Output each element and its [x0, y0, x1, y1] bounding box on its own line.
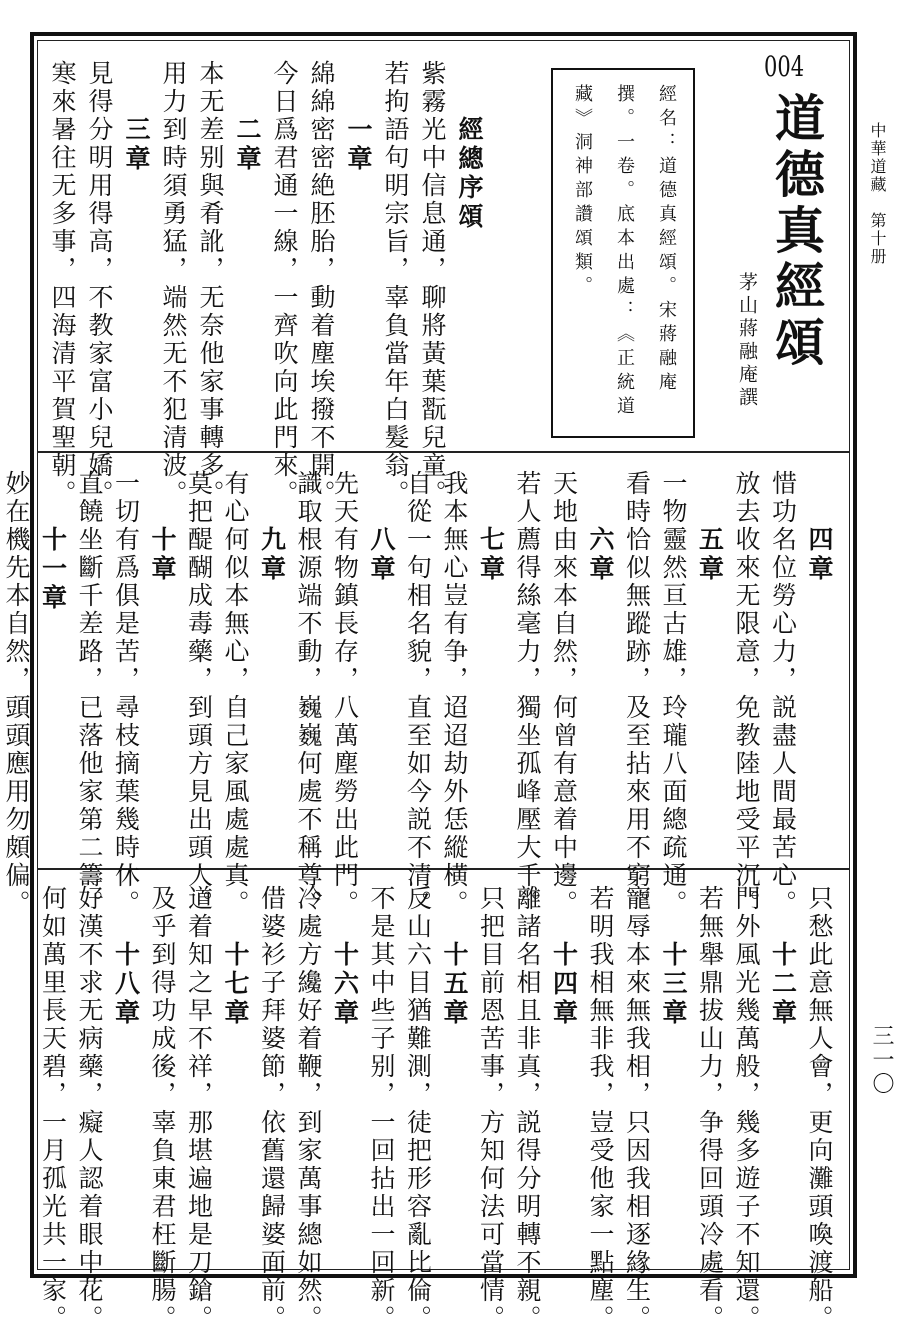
verse-line: 只把目前恩苦事，方知何法可當情。 — [476, 885, 506, 1333]
verse-line: 有心何似本無心，自己家風處處真。 — [221, 470, 250, 918]
verse-line: 冷處方纔好着鞭，到家萬事總如然。 — [294, 885, 323, 1333]
chapter-heading: 十二章 — [768, 941, 798, 1028]
verse-line: 只愁此意無人會，更向灘頭喚渡船。 — [805, 885, 834, 1333]
note-line: 撰。一卷。底本出處：《正統道 — [614, 84, 635, 420]
chapter-heading: 四章 — [805, 526, 834, 584]
verse-line: 放去收來无限意，免教陸地受平沉。 — [732, 470, 761, 918]
verse-line: 莫把醍醐成毒藥，到頭方見出頭人。 — [184, 470, 214, 918]
verse-line: 識取根源端不動，巍巍何處不稱尊。 — [294, 470, 323, 918]
chapter-heading: 七章 — [476, 526, 506, 584]
chapter-heading: 十章 — [148, 526, 177, 584]
verse-line: 好漢不求无病藥，癡人認着眼中花。 — [75, 885, 104, 1333]
verse-line: 及乎到得功成後，辜負東君枉斷腸。 — [148, 885, 177, 1333]
page-number: 三一〇 — [869, 1024, 894, 1096]
verse-line: 一物靈然亘古雄，玲瓏八面總疏通。 — [659, 470, 688, 918]
chapter-heading: 經總序頌 — [455, 116, 484, 232]
verse-line: 若明我相無非我，豈受他家一點塵。 — [586, 885, 615, 1333]
verse-line: 看時恰似無蹤跡，及至拈來用不窮。 — [622, 470, 652, 918]
verse-line: 不是其中些子别，一回拈出一回新。 — [367, 885, 396, 1333]
chapter-heading: 八章 — [367, 526, 396, 584]
verse-line: 今日爲君通一線，一齊吹向此門來。 — [270, 60, 299, 508]
verse-line: 我本無心豈有争，迢迢劫外恁縱横。 — [440, 470, 469, 918]
chapter-heading: 十一章 — [38, 526, 68, 613]
verse-line: 自從一句相名貌，直至如今説不清。 — [403, 470, 433, 918]
verse-line: 綿綿密密絶胚胎，動着塵埃撥不開。 — [307, 60, 336, 508]
chapter-heading: 十五章 — [440, 941, 469, 1028]
verse-line: 若人薦得絲毫力，獨坐孤峰壓大千。 — [513, 470, 542, 918]
page-title: 道德真經頌 — [767, 92, 825, 372]
verse-line: 直饒坐斷千差路，已落他家第二籌。 — [75, 470, 104, 918]
chapter-heading: 十八章 — [111, 941, 141, 1028]
verse-line: 若拘語句明宗旨，辜負當年白髮翁。 — [381, 60, 410, 508]
chapter-heading: 九章 — [257, 526, 287, 584]
chapter-heading: 一章 — [344, 116, 373, 174]
chapter-heading: 十四章 — [549, 941, 579, 1028]
text-number: 004 — [764, 50, 805, 83]
verse-line: 紫霧光中信息通，聊將黃葉翫兒童。 — [418, 60, 447, 508]
chapter-heading: 十七章 — [221, 941, 250, 1028]
editorial-note-box — [551, 68, 695, 438]
verse-line: 一切有爲俱是苦，尋枝摘葉幾時休。 — [111, 470, 141, 918]
chapter-heading: 三章 — [122, 116, 151, 174]
verse-line: 何如萬里長天碧，一月孤光共一家。 — [38, 885, 68, 1333]
chapter-heading: 六章 — [586, 526, 615, 584]
note-line: 藏》洞神部讚頌類。 — [572, 84, 593, 300]
author-line: 茅山蔣融庵譔 — [736, 272, 758, 410]
verse-line: 惜功名位勞心力，説盡人間最苦心。 — [768, 470, 798, 918]
chapter-heading: 五章 — [695, 526, 725, 584]
chapter-heading: 十三章 — [659, 941, 688, 1028]
verse-line: 寒來暑往无多事，四海清平賀聖朝。 — [48, 60, 77, 508]
verse-line: 借婆衫子拜婆節，依舊還歸婆面前。 — [257, 885, 287, 1333]
verse-line: 門外風光幾萬般，幾多遊子不知還。 — [732, 885, 761, 1333]
chapter-heading: 二章 — [233, 116, 262, 174]
verse-line: 天地由來本自然，何曾有意着中邊。 — [549, 470, 579, 918]
verse-line: 道着知之早不祥，那堪遍地是刀鎗。 — [184, 885, 214, 1333]
verse-line: 用力到時須勇猛，端然无不犯清波。 — [159, 60, 188, 508]
book-volume-label: 中華道藏 第十册 — [868, 122, 887, 266]
verse-line: 本无差别與肴訛，无奈他家事轉多。 — [196, 60, 225, 508]
verse-line: 離諸名相且非真，説得分明轉不親。 — [513, 885, 542, 1333]
verse-line: 反山六目猶難測，徒把形容亂比倫。 — [403, 885, 433, 1333]
note-line: 經名：道德真經頌。宋蔣融庵 — [656, 84, 677, 396]
verse-line: 先天有物鎮長存，八萬塵勞出此門。 — [330, 470, 360, 918]
verse-line: 若無舉鼎拔山力，争得回頭冷處看。 — [695, 885, 725, 1333]
chapter-heading: 十六章 — [330, 941, 360, 1028]
verse-line: 寵辱本來無我相，只因我相逐緣生。 — [622, 885, 652, 1333]
verse-line: 妙在機先本自然，頭頭應用勿頗偏。 — [2, 470, 31, 918]
verse-line: 見得分明用得高，不教家富小兒嬌。 — [85, 60, 114, 508]
